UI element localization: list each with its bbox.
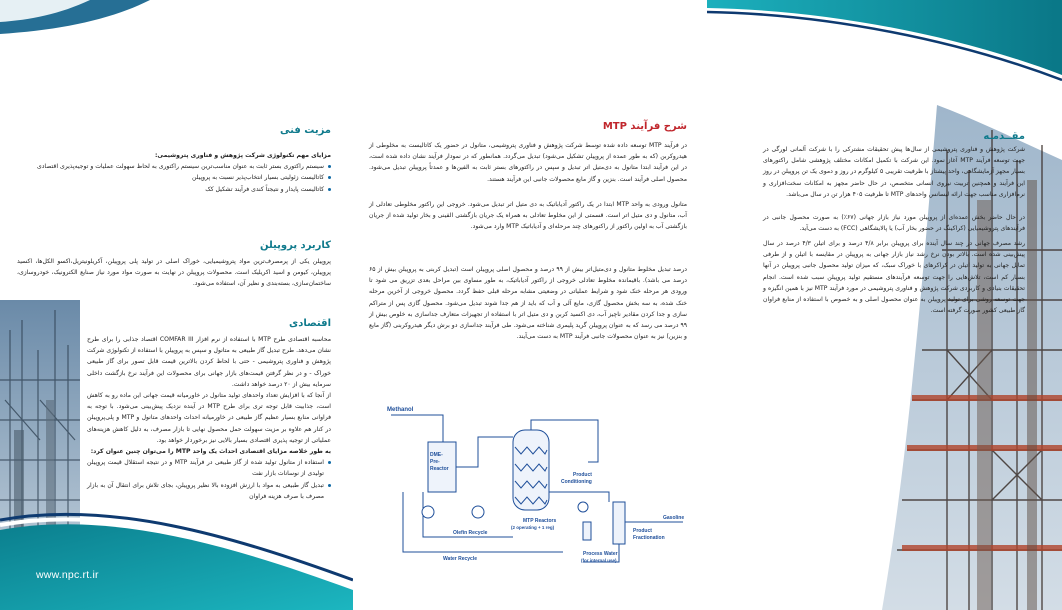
heading-mtp-process: شرح فرآیند MTP — [602, 121, 687, 132]
diagram-label-reactor: Reactor — [430, 466, 449, 472]
list-item: کاتالیست زئولیتی بسیار انتخاب‌پذیر نسبت به پروپیلن — [31, 172, 331, 183]
website-link[interactable]: www.npc.rt.ir — [36, 569, 99, 581]
technical-subhead: مزایای مهم تکنولوژی شرکت پژوهش و فناوری پتروشیمی: — [154, 152, 331, 159]
technical-bullet-list — [31, 161, 331, 195]
diagram-label-pre: Pre- — [430, 459, 440, 465]
diagram-label-conditioning: Conditioning — [561, 479, 592, 485]
diagram-label-gasoline: Gasoline — [663, 515, 685, 521]
economic-summary-head: به طور خلاصه مزایای اقتصادی احداث یک واحد MTP را می‌توان چنین عنوان کرد: — [90, 448, 331, 456]
heading-technical-advantage: مزیت فنی — [280, 125, 331, 136]
economic-text-2: از آنجا که با افزایش تعداد واحدهای تولید متانول در خاورمیانه قیمت جهانی این ماده رو به کاهش است، جذابیت قابل توجه تری برای طرح MTP در آینده نزدیک پیش‌بینی می‌شود. با توجه به فراوانی منابع بسیار عظیم گاز طبیعی در خاورمیانه احداث واحدهای متانول و MTP و پلی‌پروپیلن در کنار هم علاوه بر مزیت سهولت حمل محصول نهایی تا بازار مصرف، به دلیل کاهش هزینه‌های عملیاتی از توجیه پذیری اقتصادی بسیار بالایی نیز برخوردار خواهد بود. — [87, 392, 331, 444]
heading-propylene-uses: کاربرد پروپیلن — [259, 240, 331, 251]
process-para-2: متانول ورودی به واحد MTP ابتدا در یک راکتور آدیاباتیک به دی متیل اتر تبدیل می‌شود. خروجی این راکتور مخلوطی تعادلی از آب، متانول و دی متیل اتر است. قسمتی از این مخلوط تعادلی به همراه یک جریان بازگشتی الفینی و بخار تولید شده از جریان بازگشتی آب به اولین راکتور از راکتورهای چند مرحله‌ای و آدیاباتیک MTP وارد می‌شود. — [369, 201, 687, 231]
process-para-1: در فرآیند MTP توسعه داده شده توسط شرکت پژوهش و فناوری پتروشیمی، متانول در حضور یک کاتالیست به مخلوطی از هیدروکربن (که به طور عمده از پروپیلن تشکیل می‌شود) تبدیل می‌گردد. همانطور که در نمودار فرآیند نشان داده شده است، در این فرآیند ابتدا متانول به دی‌متیل اتر تبدیل و سپس در راکتورهای بستر ثابت به الفین‌ها و عمدتاً پروپیلن تبدیل می‌شود. محصول اصلی فرآیند است. بنزین و گاز مایع محصولات جانبی این فرآیند هستند. — [369, 142, 687, 183]
technical-advantages-block — [31, 150, 331, 195]
middle-panel — [353, 0, 707, 610]
diagram-label-process-water: Process Water — [583, 551, 618, 557]
diagram-label-product: Product — [573, 472, 592, 478]
economic-block — [87, 334, 331, 502]
diagram-label-mtp-operating: (2 operating + 1 reg) — [511, 525, 555, 530]
right-panel — [707, 0, 1062, 610]
economic-text-1: محاسبه اقتصادی طرح MTP با استفاده از نرم افزار COMFAR III اقتصاد جذابی را برای طرح نشان می‌دهد. طرح تبدیل گاز طبیعی به متانول و سپس به پروپیلن با استفاده از تکنولوژی شرکت پژوهش و فناوری پتروشیمی - حتی با لحاظ کردن بالاترین قیمت قابل تصور برای گاز طبیعی خوراک - و در نظر گرفتن قیمت‌های بازار جهانی برای محصولات این فرآیند نرخ بازگشت داخلی سرمایه بیش از ۲۰ درصد خواهد داشت. — [87, 336, 331, 388]
mtp-process-diagram — [383, 402, 703, 572]
diagram-label-olefin-recycle: Olefin Recycle — [453, 530, 488, 536]
intro-para-1: شرکت پژوهش و فناوری پتروشیمی از سال‌ها پیش تحقیقات مشترکی را با شرکت آلمانی لورگی در جهت توسعه فرآیند MTP آغاز نمود. این شرکت با تکمیل امکانات مختلف پژوهشی شامل راکتورهای بسیار مجهز آزمایشگاهی، واحد پیشتاز با ظرفیت تقریبی ۵ کیلوگرم در روز و دموی یک تن پروپیلن در روز این فرآیند و همچنین تربیت نیروی انسانی متخصص، در حال حاضر مجهز به امکانات سخت‌افزاری و نرم‌افزاری مناسب جهت ارائه لیسانس واحدهای MTP تا ظرفیت ۴۰۵ هزار تن در سال می‌باشد. — [763, 146, 1025, 198]
diagram-label-fractionation: Fractionation — [633, 535, 665, 541]
left-panel — [0, 0, 353, 610]
list-item: سیستم راکتوری بستر ثابت به عنوان مناسب‌ترین سیستم راکتوری به لحاظ سهولت عملیات و توجیه‌پذیری اقتصادی — [31, 161, 331, 172]
list-item: استفاده از متانول تولید شده از گاز طبیعی در فرآیند MTP و در نتیجه استقلال قیمت پروپیلن تولیدی از نوسانات بازار نفت — [87, 457, 331, 479]
diagram-label-water-recycle: Water Recycle — [443, 556, 477, 562]
diagram-label-methanol: Methanol — [387, 407, 414, 413]
process-para-3: درصد تبدیل مخلوط متانول و دی‌متیل‌اتر بیش از ۹۹ درصد و محصول اصلی پروپیلن است (تبدیل کربنی به پروپیلن بیش از ۶۵ درصد می باشد). باقیمانده مخلوط تعادلی خروجی از راکتور آدیاباتیک، به طور مساوی بین مراحل بعدی تزریق می شود تا ورودی هر مرحله خنک شود و شرایط عملیاتی در وضعیتی مشابه مرحله قبلی حفظ گردد. محصول خروجی از آخرین مرحله خنک شده، به سه بخش محصول گازی، مایع آلی و آب که باید از هم جدا شوند تبدیل می‌شود. محصول گازی پس از متراکم سازی و جدا کردن مقادیر ناچیز آب، دی اکسید کربن و دی متیل اتر با استفاده از تجهیزات متعارف جداسازی به خلوص بیش از ۹۹ درصد می رسد که به عنوان پروپیلن گرید پلیمری شناخته می‌شود. طی فرآیند جداسازی دو برش دیگر هیدروکربنی (گاز مایع و بنزین) نیز به عنوان محصولات جانبی فرآیند MTP به دست می‌آیند. — [369, 266, 687, 341]
propylene-uses-text: پروپیلن یکی از پرمصرف‌ترین مواد پتروشیمیایی، خوراک اصلی در تولید پلی پروپیلن، آکریلونیتریل،اکسو الکل‌ها، اکسید پروپیلن، کیومن و اسید اکریلیک است. محصولات پروپیلن در نهایت به صورت مواد مورد نیاز صنایع الکترونیک، خودروسازی، ساختمان‌سازی، بسته‌بندی و نظیر آن، استفاده می‌شود. — [17, 258, 331, 288]
economic-bullet-list — [87, 457, 331, 502]
heading-introduction: مقــدمـه — [983, 131, 1025, 142]
diagram-label-product-2: Product — [633, 528, 652, 534]
left-panel-background — [0, 0, 353, 610]
diagram-label-internal-use: (for internal use) — [581, 558, 617, 563]
list-item: کاتالیست پایدار و نتیجتاً کندی فرآیند تشکیل کک — [31, 184, 331, 195]
diagram-label-mtp-reactors: MTP Reactors — [523, 518, 557, 524]
diagram-label-dme: DME- — [430, 452, 443, 458]
list-item: تبدیل گاز طبیعی به مواد با ارزش افزوده بالا نظیر پروپیلن، بجای تلاش برای انتقال آن به بازار مصرف با صرف هزینه فراوان — [87, 480, 331, 502]
intro-para-3: رشد مصرف جهانی در چند سال آینده برای پروپیلن برابر ۴/۸ درصد و برای اتیلن ۴/۳ درصد در سال پیش‌بینی شده است. بالاتر بودن نرخ رشد نیاز بازار جهانی به پروپیلن در مقایسه با اتیلن و از طرفی تمایل جهانی به تولید اتیلن در کراکرهای با خوراک سبک، که میزان تولید محصول جانبی پروپیلن در آنها بسیار کم است، تلاش‌هایی را جهت توسعه فرآیندهای مستقیم تولید پروپیلن سبب شده است. انجام تحقیقات بنیادی و کاربردی شرکت پژوهش و فناوری پتروشیمی در مورد فرآیند MTP نیز با همین انگیزه و جهت توسعه روشی برای تولید پروپیلن به عنوان محصول اصلی و به خصوص با استفاده از منابع فراوان گاز طبیعی کشور صورت گرفته است. — [763, 240, 1026, 315]
intro-para-2: در حال حاضر بخش عمده‌ای از پروپیلن مورد نیاز بازار جهانی (۶۷٪) به صورت محصول جانبی در فرآیندهای پتروشیمیایی (کراکینگ در حضور بخار آب) یا پالایشگاهی (FCC) به دست می‌آید. — [763, 214, 1025, 233]
heading-economic: اقتصادی — [289, 318, 331, 329]
